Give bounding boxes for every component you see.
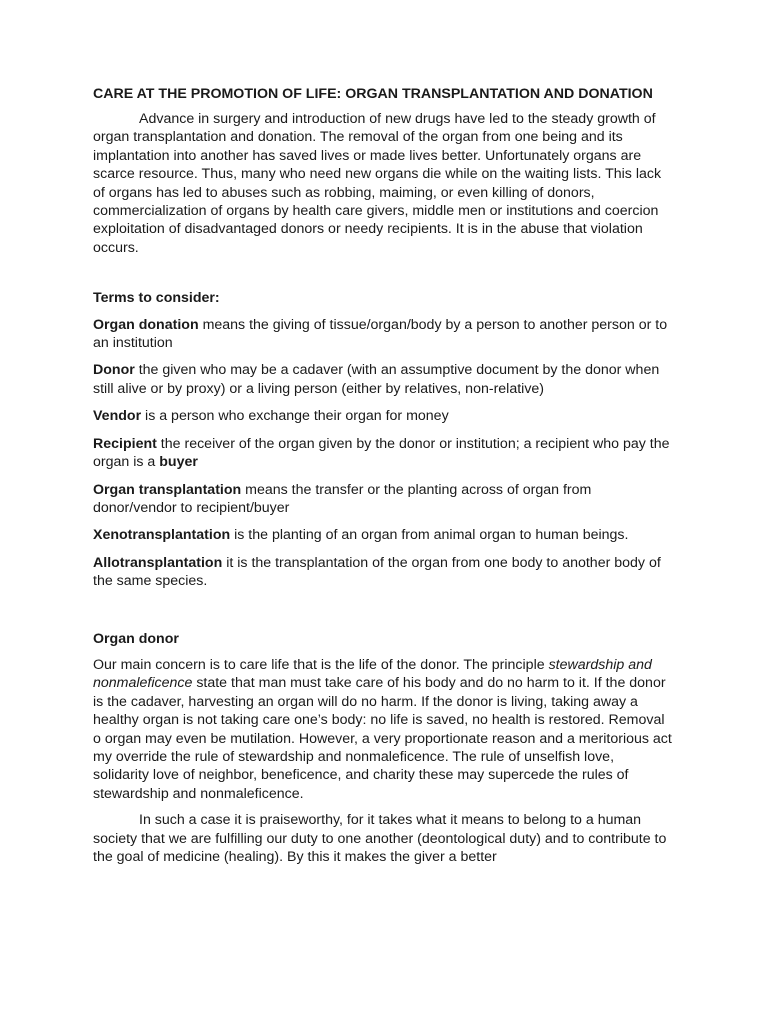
organ-donor-paragraph-2: In such a case it is praiseworthy, for it takes what it means to belong to a human society that we are fulfilling our duty to one another (deontological duty) and to contribute to the goal of medicine (healing). By this it makes the giver a better — [93, 812, 667, 865]
term-definition: is the planting of an organ from animal organ to human beings. — [230, 527, 629, 544]
term-organ-donation — [93, 316, 673, 353]
term-label: Organ transplantation — [93, 481, 242, 498]
donor-text-b: state that man must take care of his body and do no harm to it. If the donor is the cadaver, harvesting an organ will do no harm. If the donor is living, taking away a healthy organ is not taking care one’s body: no life is saved, no health is restored. Removal o organ may even be mutilation. However, a very proportionate reason and a meritorious act my override the rule of stewardship and nonmaleficence. The rule of unselfish love, solidarity love of neighbor, beneficence, and charity these may supercede the rules of stewardship and nonmaleficence. — [93, 675, 672, 802]
term-label: Xenotransplantation — [93, 527, 231, 544]
organ-donor-paragraph-1 — [93, 656, 673, 803]
term-label: Donor — [93, 362, 135, 379]
term-label: Recipient — [93, 435, 157, 452]
terms-list — [93, 316, 673, 591]
term-definition: the given who may be a cadaver (with an assumptive document by the donor when still alive or by proxy) or a living person (either by relatives, non-relative) — [93, 362, 660, 397]
document-title: CARE AT THE PROMOTION OF LIFE: ORGAN TRANSPLANTATION AND DONATION — [93, 86, 653, 102]
term-definition: the receiver of the organ given by the donor or institution; a recipient who pay the organ is a — [93, 435, 670, 471]
document-page — [93, 85, 673, 874]
term-buyer: buyer — [159, 454, 198, 471]
organ-donor-heading: Organ donor — [93, 630, 179, 647]
term-organ-transplantation — [93, 481, 673, 518]
term-definition: it is the transplantation of the organ from one body to another body of the same species. — [93, 554, 661, 590]
term-recipient — [93, 435, 673, 472]
intro-paragraph: Advance in surgery and introduction of new drugs have led to the steady growth of organ transplantation and donation. The removal of the organ from one being and its implantation into another has saved lives or made lives better. Unfortunately organs are scarce resource. Thus, many who need new organs die while on the waiting lists. This lack of organs has led to abuses such as robbing, maiming, or even killing of donors, commercialization of organs by health care givers, middle men or institutions and coercion exploitation of disadvantaged donors or needy recipients. It is in the abuse that violation occurs. — [93, 111, 662, 256]
term-donor — [93, 361, 673, 398]
term-definition: means the transfer or the planting across of organ from donor/vendor to recipient/buyer — [93, 481, 592, 516]
term-label: Organ donation — [93, 316, 199, 333]
term-allotransplantation — [93, 554, 673, 591]
term-label: Allotransplantation — [93, 554, 223, 571]
term-label: Vendor — [93, 408, 142, 425]
terms-heading: Terms to consider: — [93, 290, 220, 307]
donor-text-italic: stewardship and nonmaleficence — [93, 656, 652, 692]
term-definition: is a person who exchange their organ for money — [141, 408, 449, 425]
term-xenotransplantation — [93, 526, 673, 544]
term-vendor — [93, 407, 673, 425]
donor-text-a: Our main concern is to care life that is the life of the donor. The principle — [93, 656, 549, 673]
term-definition: means the giving of tissue/organ/body by a person to another person or to an institution — [93, 316, 668, 352]
